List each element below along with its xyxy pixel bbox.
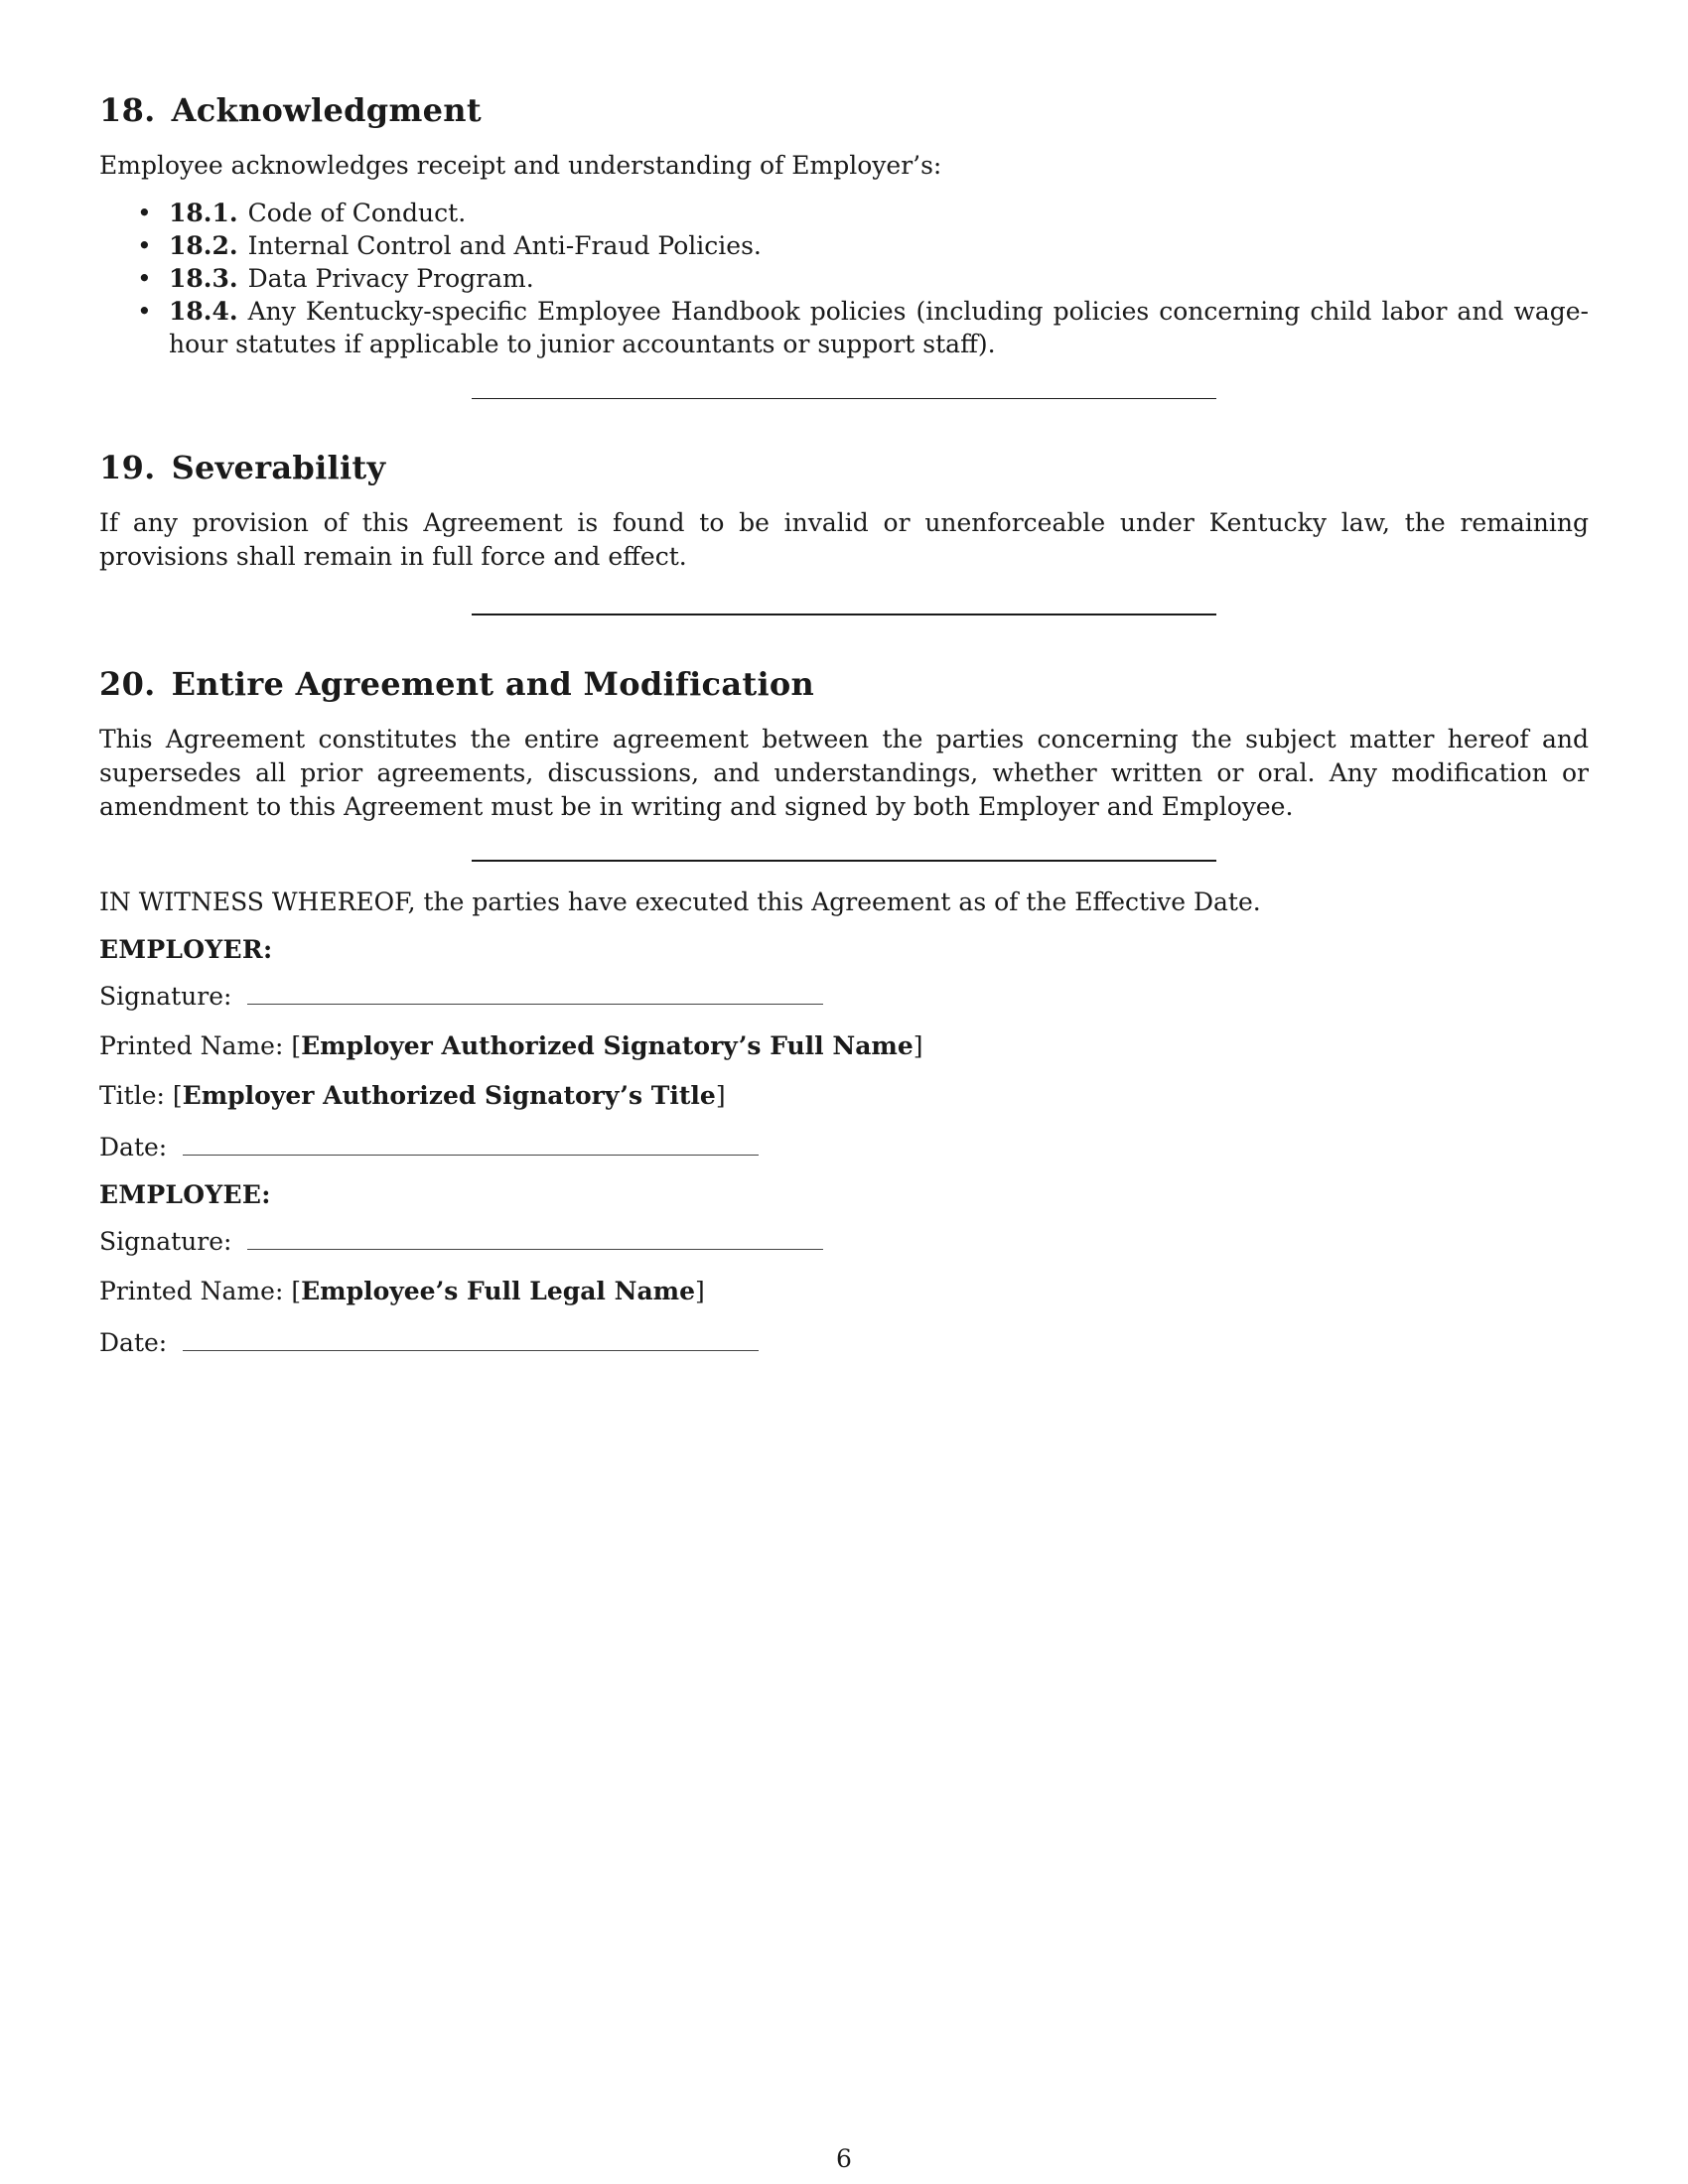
employer-printed-name-row: Printed Name: [Employer Authorized Signatory’s Full Name] bbox=[99, 1031, 923, 1060]
section-acknowledgment bbox=[99, 91, 1589, 360]
section-title: Acknowledgment bbox=[171, 91, 482, 129]
employer-printed-name-value: Employer Authorized Signatory’s Full Name bbox=[301, 1031, 914, 1060]
section-heading bbox=[99, 91, 1589, 129]
employee-printed-name-row: Printed Name: [Employee’s Full Legal Name] bbox=[99, 1277, 705, 1305]
item-text: Any Kentucky-specific Employee Handbook policies (including policies concerning child labor and wage-hour statutes if applicable to junior accountants or support staff). bbox=[169, 297, 1589, 358]
date-label: Date: bbox=[99, 1133, 168, 1161]
section-title: Entire Agreement and Modification bbox=[171, 665, 815, 703]
section-title: Severability bbox=[171, 449, 386, 486]
signature-label: Signature: bbox=[99, 982, 232, 1011]
employee-date-line[interactable] bbox=[183, 1324, 759, 1351]
acknowledgment-list bbox=[99, 197, 1589, 360]
section-number: 19. bbox=[99, 449, 156, 486]
section-body: This Agreement constitutes the entire agreement between the parties concerning the subject matter hereof and supersedes all prior agreements, discussions, and understandings, whether written or oral. Any modification or amendment to this Agreement must be in writing and signed by both Employer and Employee. bbox=[99, 725, 1589, 821]
employer-heading: EMPLOYER: bbox=[99, 935, 273, 964]
list-item bbox=[99, 295, 1589, 360]
signature-label: Signature: bbox=[99, 1227, 232, 1256]
item-number: 18.2. bbox=[169, 231, 238, 260]
item-number: 18.3. bbox=[169, 264, 238, 293]
employer-signature-line[interactable] bbox=[247, 978, 823, 1005]
section-heading bbox=[99, 665, 1589, 703]
section-severability bbox=[99, 449, 1589, 574]
printed-name-label: Printed Name: bbox=[99, 1277, 284, 1305]
list-item bbox=[99, 262, 1589, 295]
section-body: If any provision of this Agreement is found to be invalid or unenforceable under Kentucky law, the remaining provisions shall remain in full force and effect. bbox=[99, 508, 1589, 571]
section-divider bbox=[472, 860, 1216, 862]
item-text: Data Privacy Program. bbox=[247, 264, 534, 293]
page-number: 6 bbox=[836, 2144, 852, 2173]
employer-date-row bbox=[99, 1129, 1589, 1164]
employer-signature-block bbox=[99, 935, 1589, 1164]
employee-heading: EMPLOYEE: bbox=[99, 1180, 271, 1209]
employee-signature-line[interactable] bbox=[247, 1223, 823, 1250]
witness-statement: IN WITNESS WHEREOF, the parties have executed this Agreement as of the Effective Date. bbox=[99, 887, 1261, 916]
item-number: 18.4. bbox=[169, 297, 238, 326]
section-number: 20. bbox=[99, 665, 156, 703]
employer-title-row: Title: [Employer Authorized Signatory’s Title] bbox=[99, 1081, 726, 1110]
title-label: Title: bbox=[99, 1081, 165, 1110]
section-divider bbox=[472, 398, 1216, 399]
employee-printed-name-value: Employee’s Full Legal Name bbox=[301, 1277, 696, 1305]
item-text: Internal Control and Anti-Fraud Policies. bbox=[247, 231, 762, 260]
printed-name-label: Printed Name: bbox=[99, 1031, 284, 1060]
employee-date-row bbox=[99, 1324, 1589, 1360]
employee-signature-row bbox=[99, 1223, 1589, 1259]
section-heading bbox=[99, 449, 1589, 486]
item-text: Code of Conduct. bbox=[247, 199, 467, 227]
employer-title-value: Employer Authorized Signatory’s Title bbox=[182, 1081, 716, 1110]
list-item bbox=[99, 197, 1589, 229]
employer-signature-row bbox=[99, 978, 1589, 1014]
employer-date-line[interactable] bbox=[183, 1129, 759, 1156]
item-number: 18.1. bbox=[169, 199, 238, 227]
list-item bbox=[99, 229, 1589, 262]
section-entire-agreement bbox=[99, 665, 1589, 824]
employee-signature-block bbox=[99, 1180, 1589, 1360]
section-number: 18. bbox=[99, 91, 156, 129]
section-divider bbox=[472, 614, 1216, 615]
date-label: Date: bbox=[99, 1328, 168, 1357]
section-intro: Employee acknowledges receipt and understanding of Employer’s: bbox=[99, 151, 942, 180]
document-page bbox=[99, 91, 1589, 1376]
